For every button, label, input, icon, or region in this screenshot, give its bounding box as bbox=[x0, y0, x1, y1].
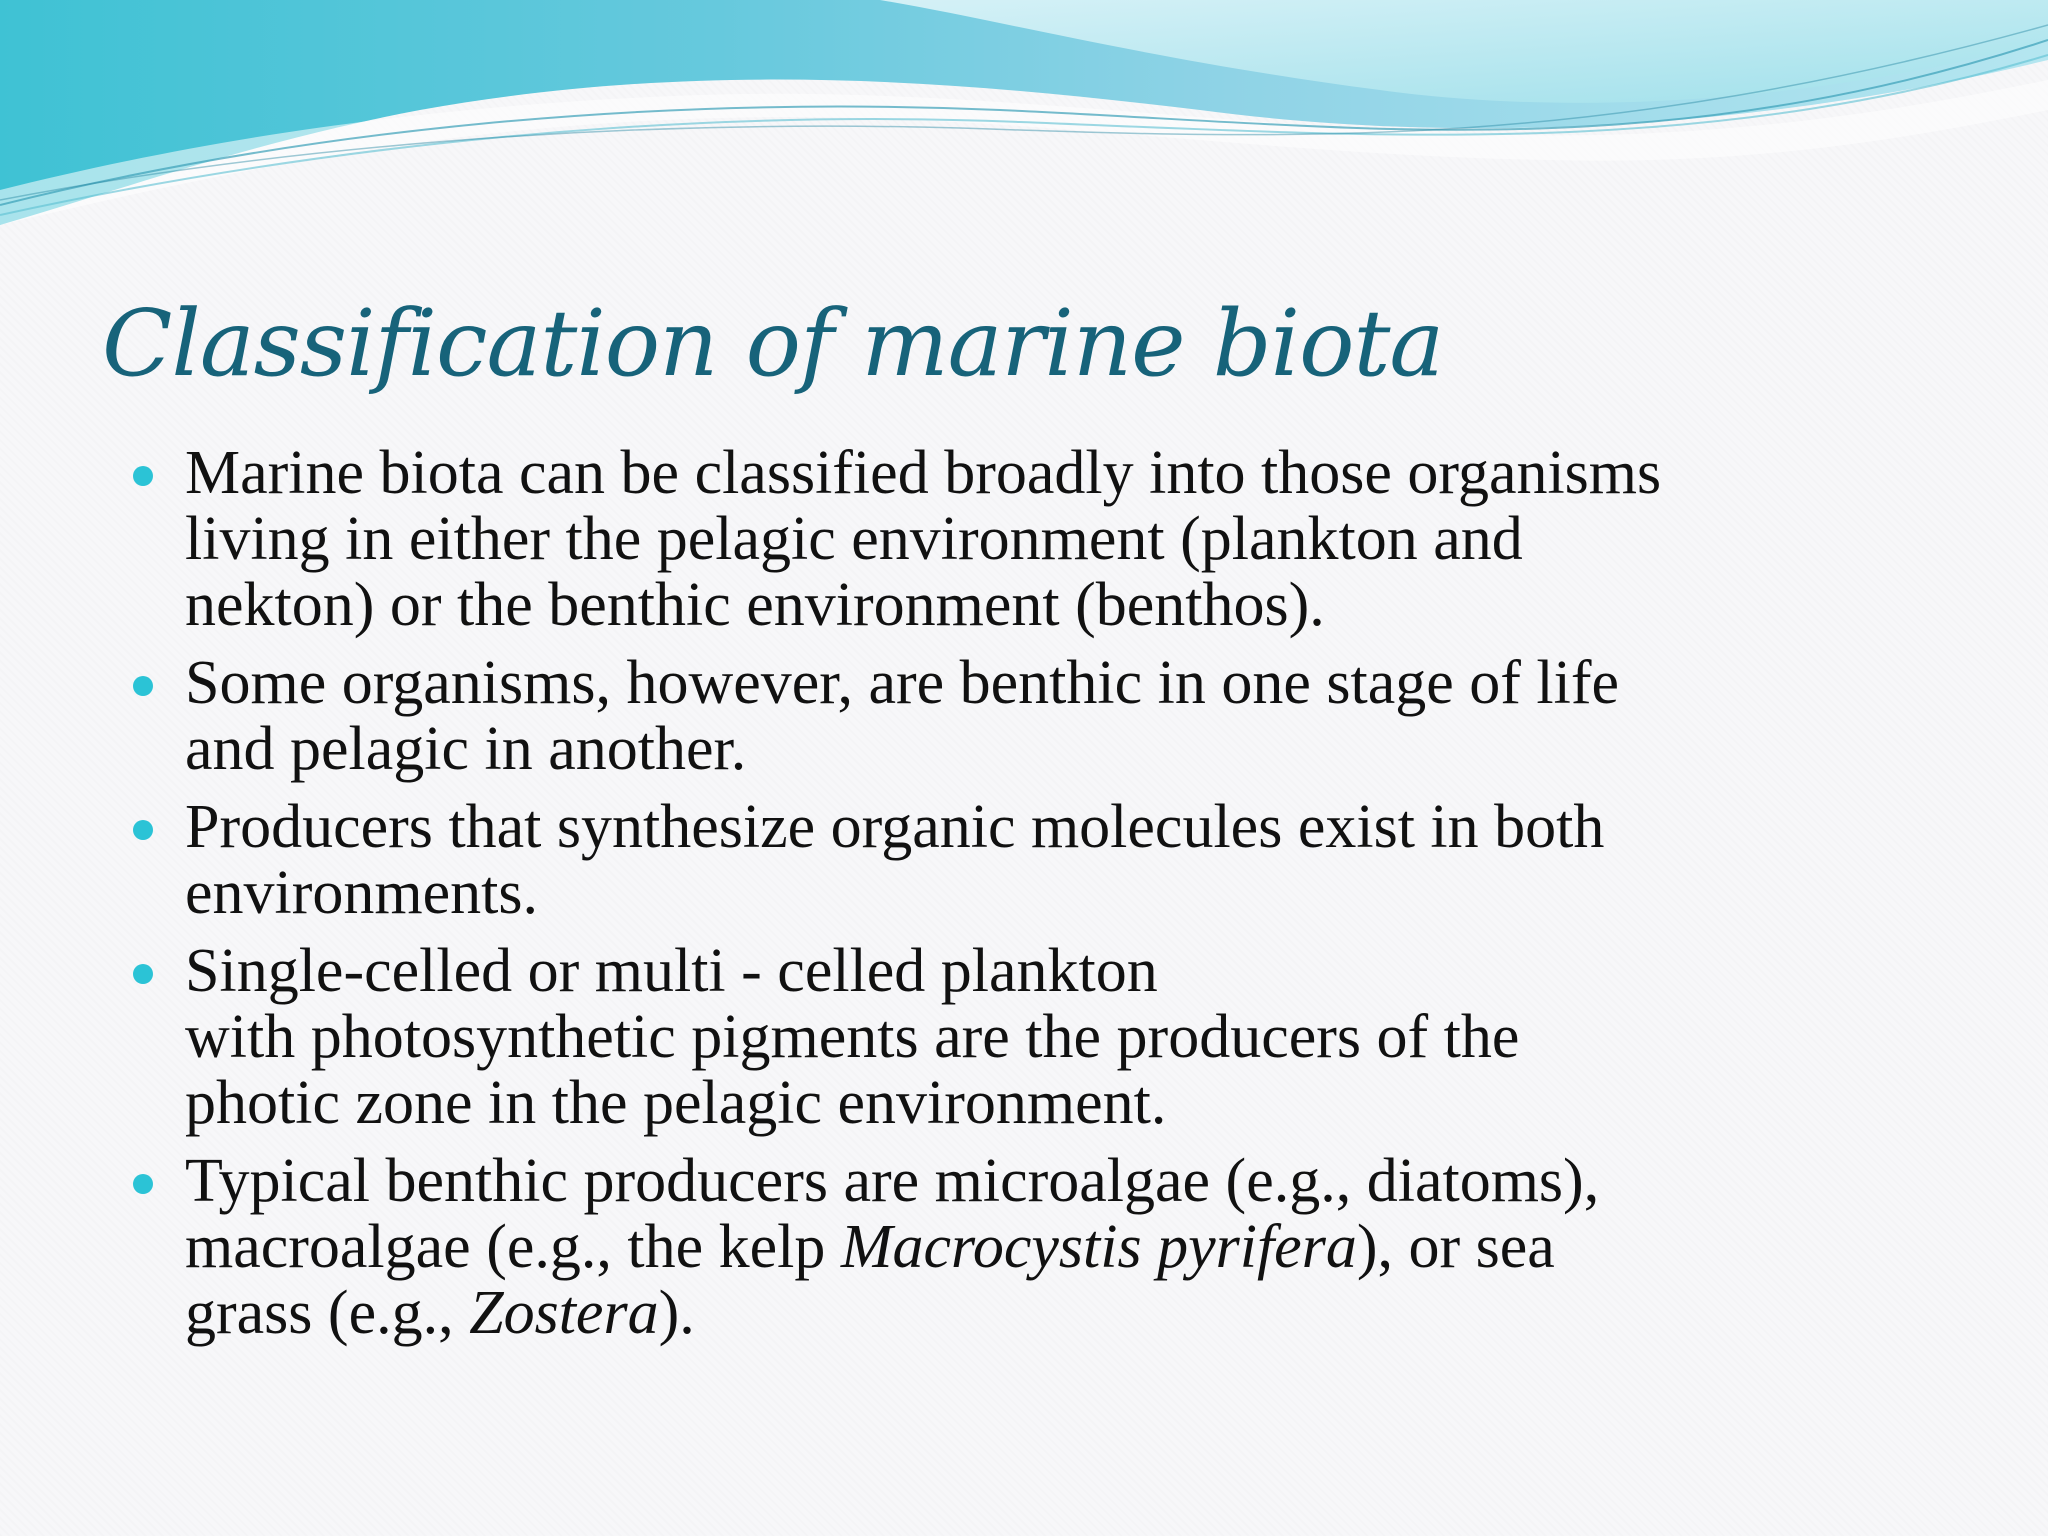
bullet-item bbox=[185, 650, 1985, 782]
bullet-line: living in either the pelagic environment (plankton and bbox=[185, 505, 1523, 573]
bullet-dot-icon bbox=[133, 676, 153, 696]
species-name: Zostera bbox=[469, 1279, 659, 1347]
bullet-line: with photosynthetic pigments are the producers of the bbox=[185, 1003, 1520, 1071]
bullet-line: Marine biota can be classified broadly into those organisms bbox=[185, 439, 1662, 507]
bullet-dot-icon bbox=[133, 820, 153, 840]
text-run: ), or sea bbox=[1356, 1213, 1555, 1281]
bullet-line: environments. bbox=[185, 859, 538, 927]
bullet-list bbox=[185, 440, 1985, 1358]
text-run: macroalgae (e.g., the kelp bbox=[185, 1213, 841, 1281]
bullet-line bbox=[185, 1280, 1985, 1346]
bullet-line: Some organisms, however, are benthic in one stage of life bbox=[185, 649, 1620, 717]
species-name: Macrocystis pyrifera bbox=[840, 1213, 1357, 1281]
bullet-line: nekton) or the benthic environment (benthos). bbox=[185, 571, 1325, 639]
slide-title: Classification of marine biota bbox=[102, 290, 1444, 397]
bullet-dot-icon bbox=[133, 964, 153, 984]
bullet-item bbox=[185, 1148, 1985, 1346]
header-wave-decoration bbox=[0, 0, 2048, 240]
bullet-line bbox=[185, 1214, 1985, 1280]
bullet-line: photic zone in the pelagic environment. bbox=[185, 1069, 1167, 1137]
text-run: ). bbox=[658, 1279, 695, 1347]
bullet-line: and pelagic in another. bbox=[185, 715, 747, 783]
bullet-dot-icon bbox=[133, 466, 153, 486]
bullet-item bbox=[185, 440, 1985, 638]
bullet-item bbox=[185, 794, 1985, 926]
bullet-item bbox=[185, 938, 1985, 1136]
bullet-line: Producers that synthesize organic molecules exist in both bbox=[185, 793, 1605, 861]
bullet-line: Single-celled or multi - celled plankton bbox=[185, 937, 1158, 1005]
bullet-dot-icon bbox=[133, 1174, 153, 1194]
text-run: grass (e.g., bbox=[185, 1279, 470, 1347]
bullet-line: Typical benthic producers are microalgae (e.g., diatoms), bbox=[185, 1147, 1600, 1215]
